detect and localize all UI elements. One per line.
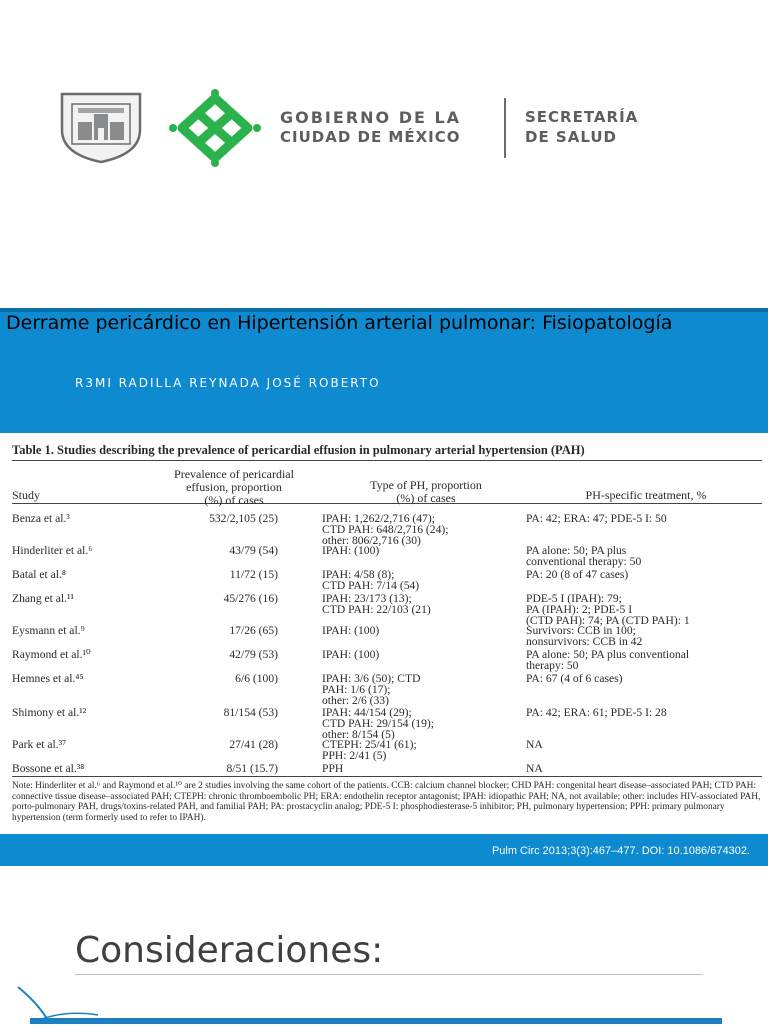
cell-study: Eysmann et al.⁹: [12, 624, 85, 637]
table-note: Note: Hinderliter et al.⁶ and Raymond et al.¹⁰ are 2 studies involving the same cohort of the patients. CCB: calcium channel blocker; CHD PAH: congenital heart disease–associated PAH; CTD PAH: connective tissue disease–associated PAH; CTEPH: chronic thromboembolic PH; ERA: endothelin receptor antagonist; IPAH: idiopathic PAH; NA, not available; other: includes HIV-associated PAH, porto-pulmonary PAH, drugs/toxins-related PAH, and familial PAH; PA: prostacyclin analog; PDE-5 I: phosphodiesterase-5 inhibitor; PH, pulmonary hypertension; PPH: primary pulmonary hypertension (term formerly used to refer to IPAH).: [12, 781, 761, 823]
coat-of-arms-logo: [60, 92, 142, 164]
table-caption: Table 1. Studies describing the prevalence of pericardial effusion in pulmonary arterial hypertension (PAH): [12, 443, 585, 457]
cell-prevalence: 27/41 (28): [229, 738, 278, 751]
col-header-study: Study: [12, 488, 41, 502]
cell-treatment: Survivors: CCB in 100;: [526, 624, 636, 637]
cell-study: Shimony et al.¹²: [12, 706, 87, 719]
cell-ph-type: CTD PAH: 22/103 (21): [322, 603, 431, 616]
cell-ph-type: other: 806/2,716 (30): [322, 534, 421, 547]
cell-treatment: PA alone: 50; PA plus: [526, 544, 627, 557]
cell-study: Park et al.³⁷: [12, 738, 67, 751]
cell-study: Raymond et al.¹⁰: [12, 648, 91, 661]
government-name-line1: GOBIERNO DE LA: [280, 108, 462, 127]
cell-prevalence: 81/154 (53): [223, 706, 278, 719]
cell-study: Hinderliter et al.⁶: [12, 544, 93, 557]
study-table: [8, 433, 768, 833]
cell-ph-type: IPAH: 44/154 (29);: [322, 706, 412, 719]
slide-title: Derrame pericárdico en Hipertensión arterial pulmonar: Fisiopatología: [6, 312, 673, 334]
cell-ph-type: other: 8/154 (5): [322, 728, 395, 741]
col-header-ph-type: Type of PH, proportion (%) of cases: [370, 478, 482, 505]
cell-ph-type: IPAH: 4/58 (8);: [322, 568, 395, 581]
cell-ph-type: PPH: 2/41 (5): [322, 749, 387, 762]
cell-treatment: conventional therapy: 50: [526, 555, 642, 568]
cell-treatment: PDE-5 I (IPAH): 79;: [526, 592, 622, 605]
cell-ph-type: CTD PAH: 29/154 (19);: [322, 717, 434, 730]
cell-prevalence: 11/72 (15): [229, 568, 278, 581]
table-rule-top: [12, 460, 762, 461]
cell-prevalence: 6/6 (100): [235, 672, 278, 685]
cell-ph-type: IPAH: 23/173 (13);: [322, 592, 412, 605]
cell-treatment: PA (IPAH): 2; PDE-5 I: [526, 603, 633, 616]
cell-prevalence: 45/276 (16): [223, 592, 278, 605]
cell-ph-type: PAH: 1/6 (17);: [322, 683, 391, 696]
col-header-prevalence: Prevalence of pericardial effusion, proportion (%) of cases: [174, 467, 294, 507]
cdmx-knot-logo: [168, 88, 262, 168]
cell-study: Bossone et al.³⁸: [12, 762, 85, 775]
cell-ph-type: CTD PAH: 648/2,716 (24);: [322, 523, 449, 536]
cell-study: Benza et al.³: [12, 512, 70, 525]
heading-underline: [75, 974, 703, 975]
cell-prevalence: 43/79 (54): [229, 544, 278, 557]
cell-ph-type: other: 2/6 (33): [322, 694, 389, 707]
cell-treatment: therapy: 50: [526, 659, 579, 672]
cell-prevalence: 17/26 (65): [229, 624, 278, 637]
cell-ph-type: IPAH: 1,262/2,716 (47);: [322, 512, 435, 525]
cell-ph-type: IPAH: (100): [322, 544, 380, 557]
slide-author: R3MI RADILLA REYNADA JOSÉ ROBERTO: [75, 376, 381, 390]
cell-prevalence: 8/51 (15.7): [226, 762, 278, 775]
cell-treatment: NA: [526, 738, 543, 751]
cell-treatment: PA alone: 50; PA plus conventional: [526, 648, 690, 661]
cell-ph-type: IPAH: (100): [322, 624, 380, 637]
cell-treatment: (CTD PAH): 74; PA (CTD PAH): 1: [526, 614, 690, 627]
cell-prevalence: 42/79 (53): [229, 648, 278, 661]
col-header-treatment: PH-specific treatment, %: [585, 488, 707, 502]
cell-treatment: PA: 42; ERA: 47; PDE-5 I: 50: [526, 512, 667, 525]
cell-treatment: NA: [526, 762, 543, 775]
section-heading: Consideraciones:: [75, 930, 384, 971]
cell-ph-type: IPAH: 3/6 (50); CTD: [322, 672, 421, 685]
bottom-accent-bar: [30, 1018, 722, 1024]
cell-study: Batal et al.⁸: [12, 568, 66, 581]
cell-prevalence: 532/2,105 (25): [209, 512, 278, 525]
cell-ph-type: CTEPH: 25/41 (61);: [322, 738, 417, 751]
cell-treatment: PA: 42; ERA: 61; PDE-5 I: 28: [526, 706, 667, 719]
logo-divider: [504, 98, 506, 158]
citation-text: Pulm Circ 2013;3(3):467–477. DOI: 10.1086/674302.: [491, 845, 750, 857]
table-rule-bottom: [12, 776, 762, 777]
cell-ph-type: IPAH: (100): [322, 648, 380, 661]
cell-ph-type: CTD PAH: 7/14 (54): [322, 579, 420, 592]
ministry-name-line1: SECRETARÍA: [525, 108, 639, 126]
cell-ph-type: PPH: [322, 762, 344, 775]
cell-treatment: nonsurvivors: CCB in 42: [526, 635, 643, 648]
cell-study: Hemnes et al.⁴⁵: [12, 672, 84, 685]
cell-treatment: PA: 67 (4 of 6 cases): [526, 672, 623, 685]
ministry-name-line2: DE SALUD: [525, 128, 617, 146]
cell-treatment: PA: 20 (8 of 47 cases): [526, 568, 629, 581]
cell-study: Zhang et al.¹¹: [12, 592, 74, 605]
government-name-line2: CIUDAD DE MÉXICO: [280, 128, 461, 146]
